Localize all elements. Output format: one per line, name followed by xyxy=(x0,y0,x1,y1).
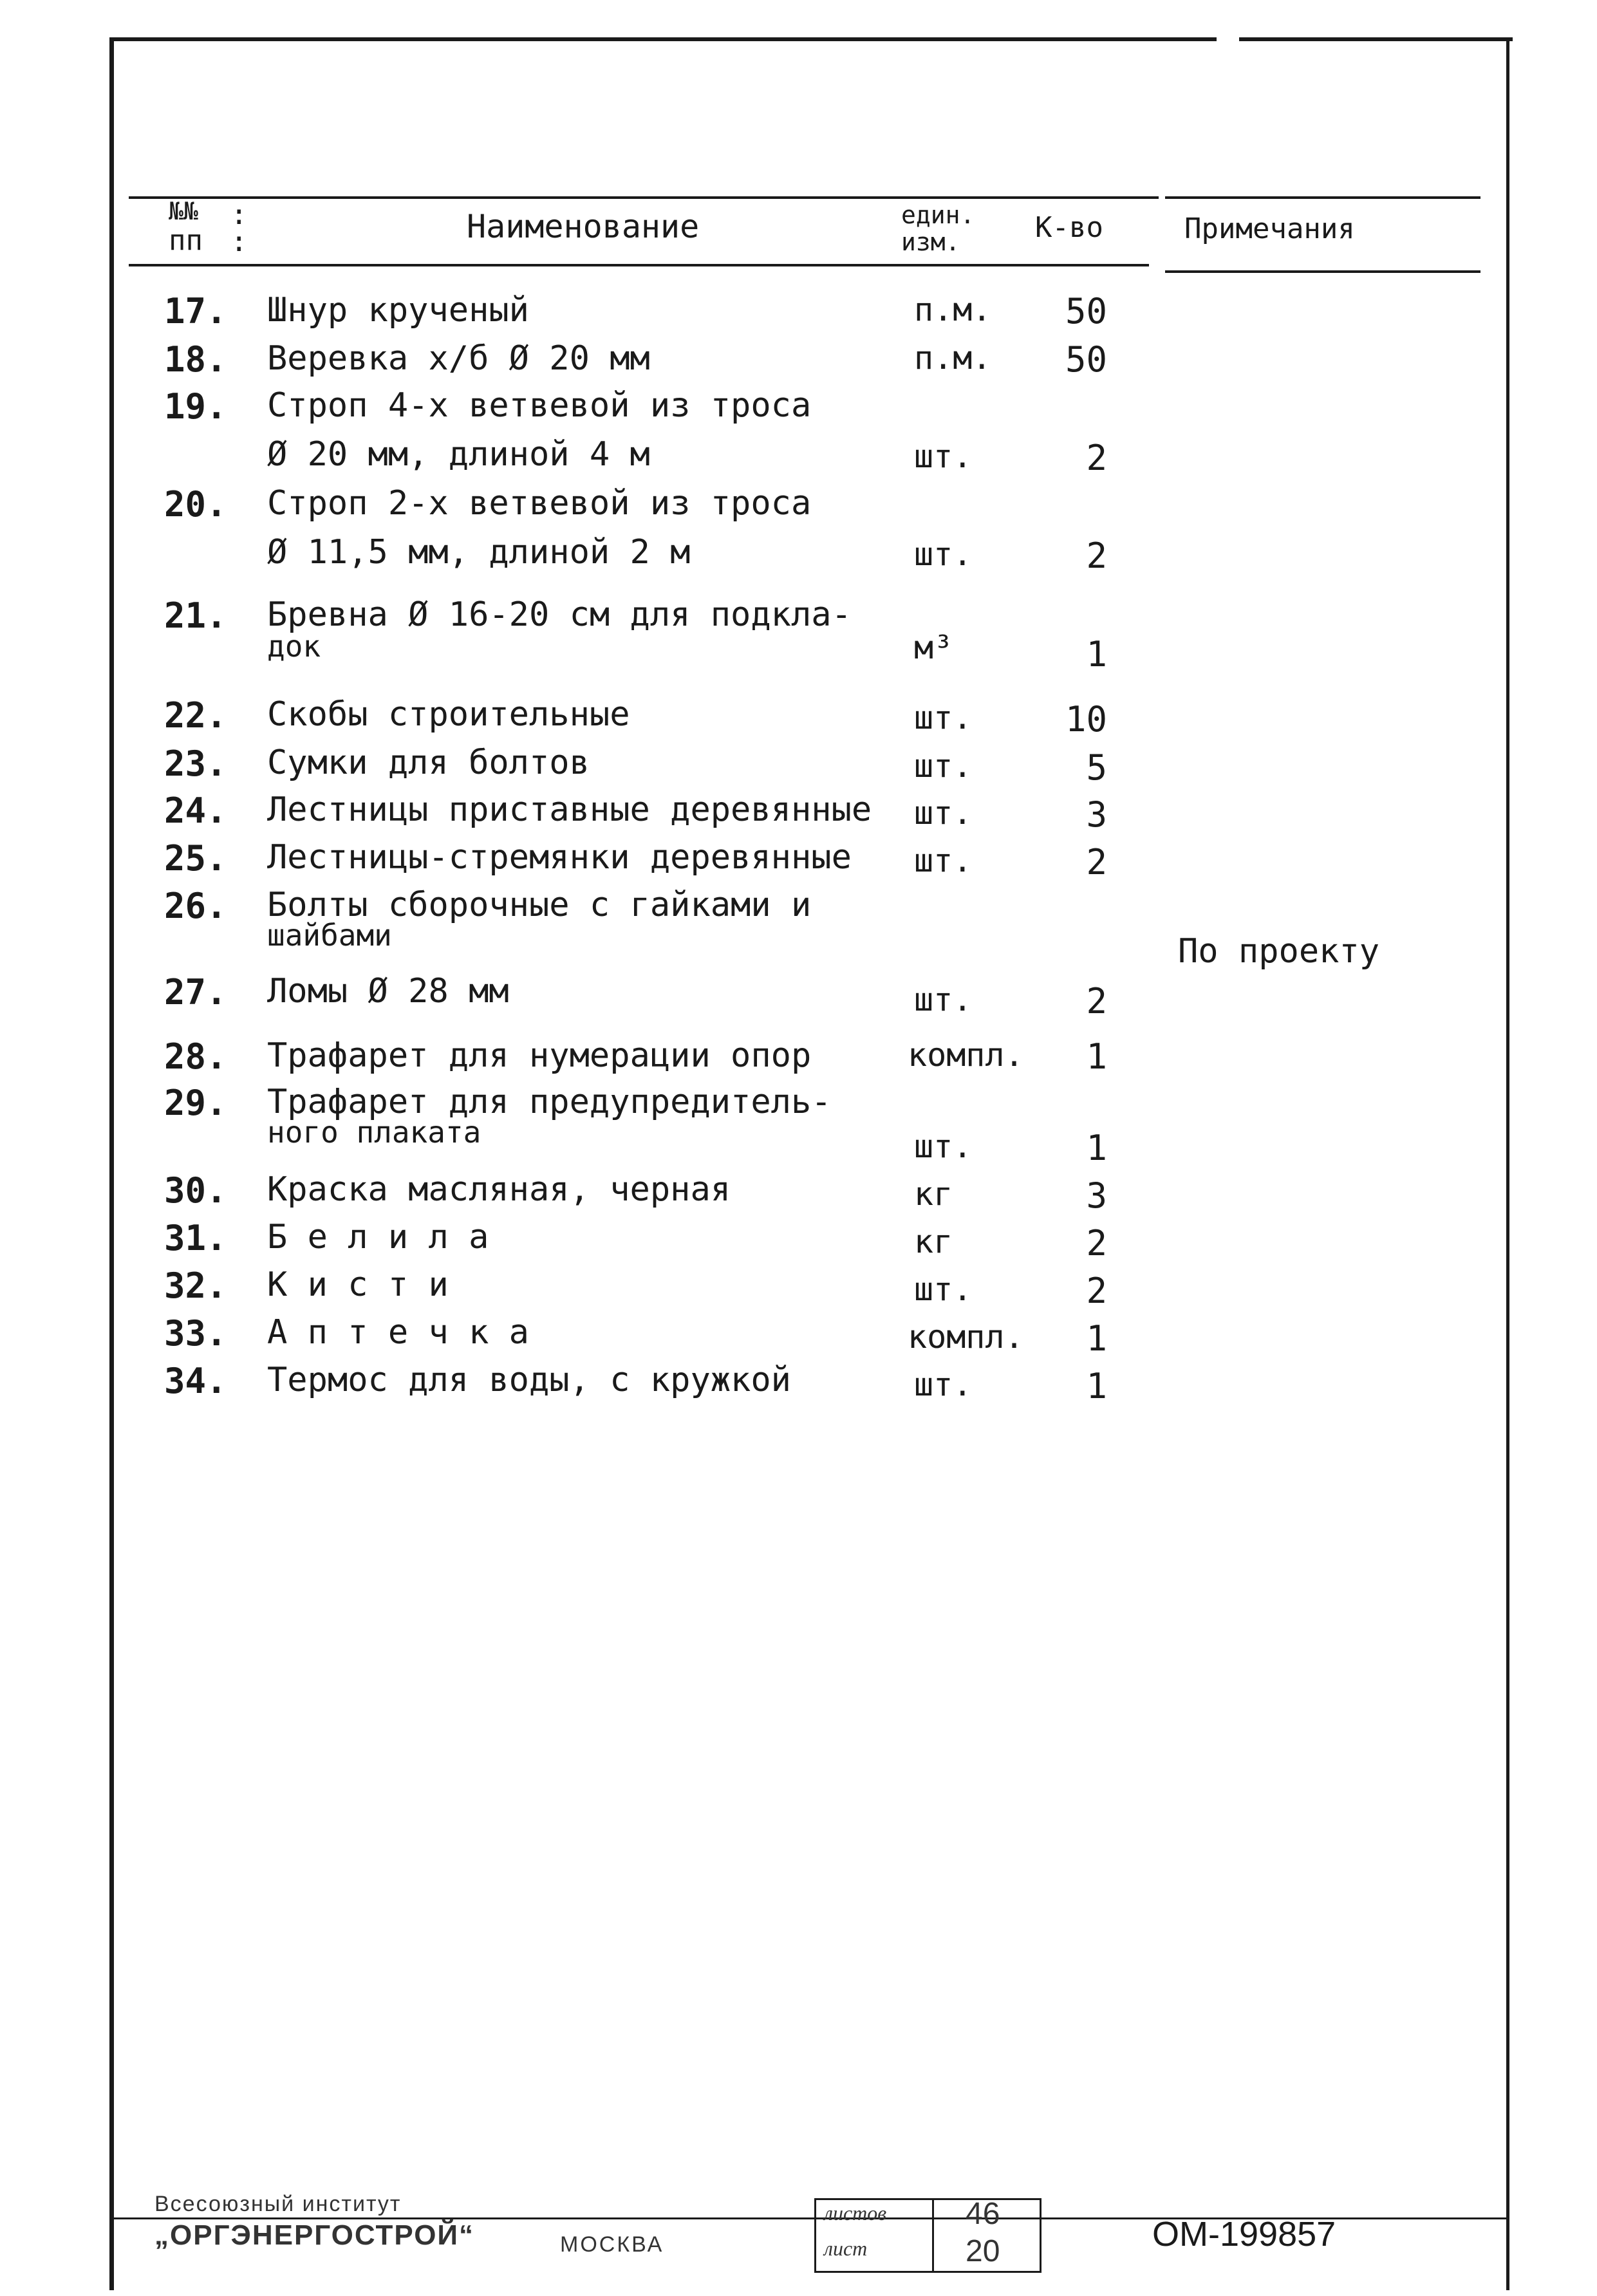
row-qty: 50 xyxy=(1065,291,1107,331)
row-unit: м³ xyxy=(914,629,953,666)
footer-city: МОСКВА xyxy=(560,2232,664,2257)
footer-page-label: лист xyxy=(824,2237,868,2260)
row-unit: п.м. xyxy=(914,291,992,328)
row-number: 30. xyxy=(164,1170,227,1211)
header-num-line2: пп xyxy=(169,224,203,257)
row-number: 18. xyxy=(164,339,227,380)
row-unit: кг xyxy=(914,1223,953,1260)
row-unit: компл. xyxy=(908,1318,1024,1356)
header-bottom-rule xyxy=(129,264,1149,266)
row-qty: 3 xyxy=(1086,1175,1107,1216)
footer-institute-line1: Всесоюзный институт xyxy=(154,2192,402,2216)
row-name: Б е л и л а xyxy=(267,1218,489,1256)
footer-doc-code: ОМ-199857 xyxy=(1152,2215,1336,2254)
frame-right-border xyxy=(1506,37,1509,2290)
row-qty: 1 xyxy=(1086,1036,1107,1077)
row-qty: 2 xyxy=(1086,981,1107,1022)
row-unit: шт. xyxy=(914,842,973,879)
header-unit-line1: един. xyxy=(901,201,975,229)
row-unit: шт. xyxy=(914,438,973,475)
row-qty: 50 xyxy=(1065,339,1107,380)
frame-left-border xyxy=(109,37,114,2290)
row-number: 26. xyxy=(164,886,227,926)
row-name: Краска масляная, черная xyxy=(267,1170,731,1209)
header-name: Наименование xyxy=(467,208,700,245)
row-name: Веревка х/б Ø 20 мм xyxy=(267,339,650,378)
header-num-separator: : xyxy=(230,198,248,231)
row-name: Шнур крученый xyxy=(267,291,529,330)
row-number: 23. xyxy=(164,743,227,784)
row-qty: 2 xyxy=(1086,1223,1107,1264)
header-notes: Примечания xyxy=(1184,212,1355,245)
row-name-continued: шайбами xyxy=(267,918,392,953)
row-unit: шт. xyxy=(914,1271,973,1308)
row-number: 32. xyxy=(164,1265,227,1306)
row-qty: 3 xyxy=(1086,794,1107,835)
row-name: Трафарет для нумерации опор xyxy=(267,1036,812,1075)
row-number: 28. xyxy=(164,1036,227,1077)
row-unit: шт. xyxy=(914,1366,973,1403)
footer-page-value: 20 xyxy=(966,2234,1000,2268)
header-num-separator-2: : xyxy=(230,225,248,258)
row-name-continued: Ø 20 мм, длиной 4 м xyxy=(267,435,650,474)
row-number: 24. xyxy=(164,790,227,831)
row-number: 21. xyxy=(164,595,227,636)
row-name: Сумки для болтов xyxy=(267,743,590,782)
header-qty: К-во xyxy=(1035,211,1103,244)
row-number: 29. xyxy=(164,1083,227,1123)
row-qty: 1 xyxy=(1086,634,1107,675)
row-number: 33. xyxy=(164,1313,227,1354)
row-name: Трафарет для предупредитель- xyxy=(267,1083,832,1121)
notes-value: По проекту xyxy=(1178,932,1380,971)
header-top-rule-notes xyxy=(1165,196,1480,199)
row-name: Строп 2-х ветвевой из троса xyxy=(267,484,812,523)
row-unit: шт. xyxy=(914,747,973,785)
header-top-rule xyxy=(129,196,1159,199)
row-name: Бревна Ø 16-20 см для подкла- xyxy=(267,595,852,634)
row-qty: 5 xyxy=(1086,747,1107,788)
row-number: 27. xyxy=(164,972,227,1013)
header-bottom-rule-notes xyxy=(1165,270,1480,273)
row-name: К и с т и xyxy=(267,1265,449,1304)
row-qty: 2 xyxy=(1086,842,1107,882)
row-name: Лестницы-стремянки деревянные xyxy=(267,838,852,877)
row-qty: 10 xyxy=(1065,699,1107,740)
row-name: Строп 4-х ветвевой из троса xyxy=(267,386,812,425)
row-name: Болты сборочные с гайками и xyxy=(267,886,812,924)
row-unit: шт. xyxy=(914,536,973,573)
row-qty: 1 xyxy=(1086,1128,1107,1168)
footer-sheets-label: листов xyxy=(824,2201,887,2225)
row-name: Скобы строительные xyxy=(267,695,630,734)
row-qty: 2 xyxy=(1086,438,1107,478)
row-number: 31. xyxy=(164,1218,227,1258)
row-qty: 1 xyxy=(1086,1366,1107,1406)
header-unit-line2: изм. xyxy=(901,228,960,256)
row-unit: кг xyxy=(914,1175,953,1213)
row-name: А п т е ч к а xyxy=(267,1313,529,1352)
row-qty: 2 xyxy=(1086,1271,1107,1311)
row-number: 34. xyxy=(164,1361,227,1401)
footer-institute-line2: „ОРГЭНЕРГОСТРОЙ“ xyxy=(154,2219,475,2251)
row-number: 19. xyxy=(164,386,227,427)
row-number: 17. xyxy=(164,291,227,331)
row-unit: шт. xyxy=(914,1128,973,1165)
row-name: Лестницы приставные деревянные xyxy=(267,790,872,829)
footer-sheets-value: 46 xyxy=(966,2197,1000,2231)
row-name-continued: док xyxy=(267,629,321,664)
row-unit: шт. xyxy=(914,699,973,736)
header-num-line1: №№ xyxy=(169,197,198,225)
row-name-continued: Ø 11,5 мм, длиной 2 м xyxy=(267,533,691,572)
row-qty: 1 xyxy=(1086,1318,1107,1359)
row-unit: шт. xyxy=(914,981,973,1018)
row-number: 22. xyxy=(164,695,227,736)
frame-top-border xyxy=(109,37,1217,41)
row-name-continued: ного плаката xyxy=(267,1115,481,1150)
row-name: Ломы Ø 28 мм xyxy=(267,972,509,1011)
frame-top-border-right xyxy=(1239,37,1513,41)
row-name: Термос для воды, с кружкой xyxy=(267,1361,791,1399)
row-number: 25. xyxy=(164,838,227,879)
row-number: 20. xyxy=(164,484,227,525)
row-unit: шт. xyxy=(914,794,973,832)
row-qty: 2 xyxy=(1086,536,1107,576)
row-unit: компл. xyxy=(908,1036,1024,1074)
row-unit: п.м. xyxy=(914,339,992,377)
